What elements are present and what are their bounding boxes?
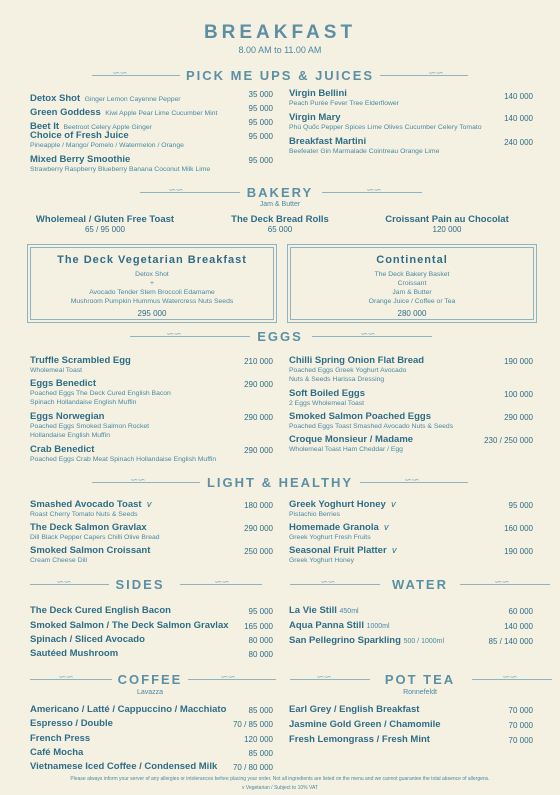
item-price: 70 000 xyxy=(508,706,533,715)
item-price: 290 000 xyxy=(504,413,533,422)
item-price: 230 / 250 000 xyxy=(484,436,533,445)
section-subtitle: Jam & Butter xyxy=(259,201,301,208)
item-price: 95 000 xyxy=(248,118,273,127)
section-tea xyxy=(280,671,560,696)
vegetarian-mark: v xyxy=(391,499,396,509)
vegetarian-mark: v xyxy=(384,522,389,532)
item-price: 140 000 xyxy=(504,114,533,123)
list-item: Eggs Benedict Poached Eggs The Deck Cured English Bacon Spinach Hollandaise English Muffin xyxy=(30,378,171,406)
list-item: Vietnamese Iced Coffee / Condensed Milk xyxy=(30,761,218,772)
list-item: The Deck Cured English Bacon xyxy=(30,605,171,616)
flourish-icon: ∽∽ xyxy=(494,577,509,588)
list-item: Crab Benedict Poached Eggs Crab Meat Spinach Hollandaise English Muffin xyxy=(30,444,217,463)
flourish-icon: ∽∽ xyxy=(166,329,181,340)
item-price: 140 000 xyxy=(504,622,533,631)
item-price: 85 / 140 000 xyxy=(488,637,533,646)
list-item: Virgin Mary Phú Quốc Pepper Spices Lime Olives Cucumber Celery Tomato xyxy=(289,112,482,131)
section-title: EGGS xyxy=(251,329,309,344)
flourish-icon: ∽∽ xyxy=(130,475,145,486)
item-price: 140 000 xyxy=(504,92,533,101)
section-title: SIDES xyxy=(109,577,170,592)
list-item: Café Mocha xyxy=(30,747,84,758)
item-price: 210 000 xyxy=(244,357,273,366)
vat-notice: v Vegetarian / Subject to 10% VAT xyxy=(242,785,318,791)
vegetarian-mark: v xyxy=(146,499,152,509)
item-price: 240 000 xyxy=(504,138,533,147)
list-item: Espresso / Double xyxy=(30,718,113,729)
flourish-icon: ∽∽ xyxy=(168,185,183,196)
item-price: 120 000 xyxy=(244,735,273,744)
section-title: POT TEA xyxy=(379,672,461,687)
list-item: Croissant Pain au Chocolat 120 000 xyxy=(385,214,509,234)
item-price: 85 000 xyxy=(248,749,273,758)
allergy-notice: Please always inform your server of any allergies or intolerances before placing your order. Not all ingredients are listed on the menu and we cannot guarantee the total absence of allergens. xyxy=(70,776,490,782)
item-price: 180 000 xyxy=(244,501,273,510)
list-item: Virgin Bellini Peach Purée Fever Tree Elderflower xyxy=(289,88,399,107)
list-item: Croque Monsieur / Madame Wholemeal Toast Ham Cheddar / Egg xyxy=(289,434,414,453)
section-subtitle: Ronnefeldt xyxy=(403,689,437,696)
flourish-icon: ∽∽ xyxy=(214,577,229,588)
item-price: 95 000 xyxy=(248,607,273,616)
flourish-icon: ∽∽ xyxy=(112,68,127,79)
flourish-icon: ∽∽ xyxy=(320,577,335,588)
list-item: Earl Grey / English Breakfast xyxy=(289,704,420,715)
flourish-icon: ∽∽ xyxy=(58,672,73,683)
item-price: 160 000 xyxy=(504,524,533,533)
list-item: La Vie Still 450ml xyxy=(289,605,359,616)
list-item: Smashed Avocado Toast v Roast Cherry Tomato Nuts & Seeds xyxy=(30,499,152,518)
item-price: 35 000 xyxy=(248,90,273,99)
list-item: Green Goddess Kiwi Apple Pear Lime Cucumber Mint xyxy=(30,107,218,118)
list-item: Eggs Norwegian Poached Eggs Smoked Salmon Rocket Hollandaise English Muffin xyxy=(30,411,150,439)
section-bakery xyxy=(0,184,560,202)
item-price: 70 / 80 000 xyxy=(232,763,273,772)
list-item: Aqua Panna Still 1000ml xyxy=(289,620,390,631)
item-price: 70 000 xyxy=(508,721,533,730)
section-water xyxy=(280,576,560,594)
item-price: 95 000 xyxy=(248,156,273,165)
item-price: 165 000 xyxy=(244,622,273,631)
list-item: Seasonal Fruit Platter v Greek Yoghurt Honey xyxy=(289,545,397,564)
item-price: 290 000 xyxy=(244,524,273,533)
section-pick-me-ups xyxy=(0,67,560,85)
service-hours: 8.00 AM to 11.00 AM xyxy=(238,45,322,55)
list-item: Homemade Granola v Greek Yoghurt Fresh Fruits xyxy=(289,522,389,541)
list-item: The Deck Salmon Gravlax Dill Black Pepper Capers Chilli Olive Bread xyxy=(30,522,160,541)
list-item: Detox Shot Ginger Lemon Cayenne Pepper xyxy=(30,93,181,104)
list-item: Greek Yoghurt Honey v Pistachio Berries xyxy=(289,499,396,518)
list-item: Jasmine Gold Green / Chamomile xyxy=(289,719,441,730)
list-item: Smoked Salmon Croissant Cream Cheese Dill xyxy=(30,545,151,564)
vegetarian-mark: v xyxy=(391,545,397,555)
item-price: 60 000 xyxy=(508,607,533,616)
list-item: Smoked Salmon / The Deck Salmon Gravlax xyxy=(30,620,229,631)
item-price: 250 000 xyxy=(244,547,273,556)
section-title: COFFEE xyxy=(112,672,189,687)
section-light-healthy xyxy=(0,474,560,492)
item-price: 80 000 xyxy=(248,636,273,645)
section-coffee xyxy=(0,671,300,696)
list-item: Spinach / Sliced Avocado xyxy=(30,634,145,645)
list-item: The Deck Bread Rolls 65 000 xyxy=(231,214,329,234)
item-price: 190 000 xyxy=(504,547,533,556)
menu-title: BREAKFAST xyxy=(203,22,357,43)
flourish-icon: ∽∽ xyxy=(502,672,517,683)
section-title: BAKERY xyxy=(241,185,319,200)
flourish-icon: ∽∽ xyxy=(360,329,375,340)
item-price: 290 000 xyxy=(244,380,273,389)
list-item: Mixed Berry Smoothie Strawberry Raspberry Blueberry Banana Coconut Milk Lime xyxy=(30,154,211,173)
list-item: Wholemeal / Gluten Free Toast 65 / 95 000 xyxy=(35,214,175,234)
list-item: Sautéed Mushroom xyxy=(30,648,119,659)
list-item: San Pellegrino Sparkling 500 / 1000ml xyxy=(289,635,445,646)
section-title: WATER xyxy=(386,577,454,592)
section-title: LIGHT & HEALTHY xyxy=(201,475,359,490)
list-item: Truffle Scrambled Egg Wholemeal Toast xyxy=(30,355,131,374)
flourish-icon: ∽∽ xyxy=(366,185,381,196)
item-price: 100 000 xyxy=(504,390,533,399)
list-item: Americano / Latté / Cappuccino / Macchiato xyxy=(30,704,227,715)
item-price: 70 / 85 000 xyxy=(232,720,273,729)
continental-box: Continental The Deck Bakery Basket Croissant Jam & Butter Orange Juice / Coffee or Tea 280 000 xyxy=(290,247,534,320)
item-price: 95 000 xyxy=(508,501,533,510)
list-item: Chilli Spring Onion Flat Bread Poached Eggs Greek Yoghurt Avocado Nuts & Seeds Harissa Dressing xyxy=(289,355,425,383)
item-price: 190 000 xyxy=(504,357,533,366)
item-price: 70 000 xyxy=(508,736,533,745)
item-price: 95 000 xyxy=(248,132,273,141)
item-price: 290 000 xyxy=(244,446,273,455)
section-subtitle: Lavazza xyxy=(136,689,164,696)
section-title: PICK ME UPS & JUICES xyxy=(180,68,380,83)
vegetarian-breakfast-box: The Deck Vegetarian Breakfast Detox Shot + Avocado Tender Stem Broccoli Edamame Mushroom Pumpkin Hummus Watercress Nuts Seeds 295 000 xyxy=(30,247,274,320)
flourish-icon: ∽∽ xyxy=(404,475,419,486)
item-price: 80 000 xyxy=(248,650,273,659)
list-item: Fresh Lemongrass / Fresh Mint xyxy=(289,734,430,745)
section-sides xyxy=(0,576,280,594)
list-item: Beet It Beetroot Celery Apple Ginger xyxy=(30,121,152,132)
item-price: 290 000 xyxy=(244,413,273,422)
item-price: 95 000 xyxy=(248,104,273,113)
list-item: Smoked Salmon Poached Eggs Poached Eggs Toast Smashed Avocado Nuts & Seeds xyxy=(289,411,454,430)
list-item: Soft Boiled Eggs 2 Eggs Wholemeal Toast xyxy=(289,388,365,407)
item-price: 85 000 xyxy=(248,706,273,715)
flourish-icon: ∽∽ xyxy=(220,672,235,683)
list-item: Choice of Fresh Juice Pineapple / Mango/ Pomelo / Watermelon / Orange xyxy=(30,130,184,149)
list-item: Breakfast Martini Beefeater Gin Marmalade Cointreau Orange Lime xyxy=(289,136,440,155)
section-eggs xyxy=(0,328,560,346)
list-item: French Press xyxy=(30,733,91,744)
flourish-icon: ∽∽ xyxy=(428,68,443,79)
flourish-icon: ∽∽ xyxy=(56,577,71,588)
flourish-icon: ∽∽ xyxy=(316,672,331,683)
